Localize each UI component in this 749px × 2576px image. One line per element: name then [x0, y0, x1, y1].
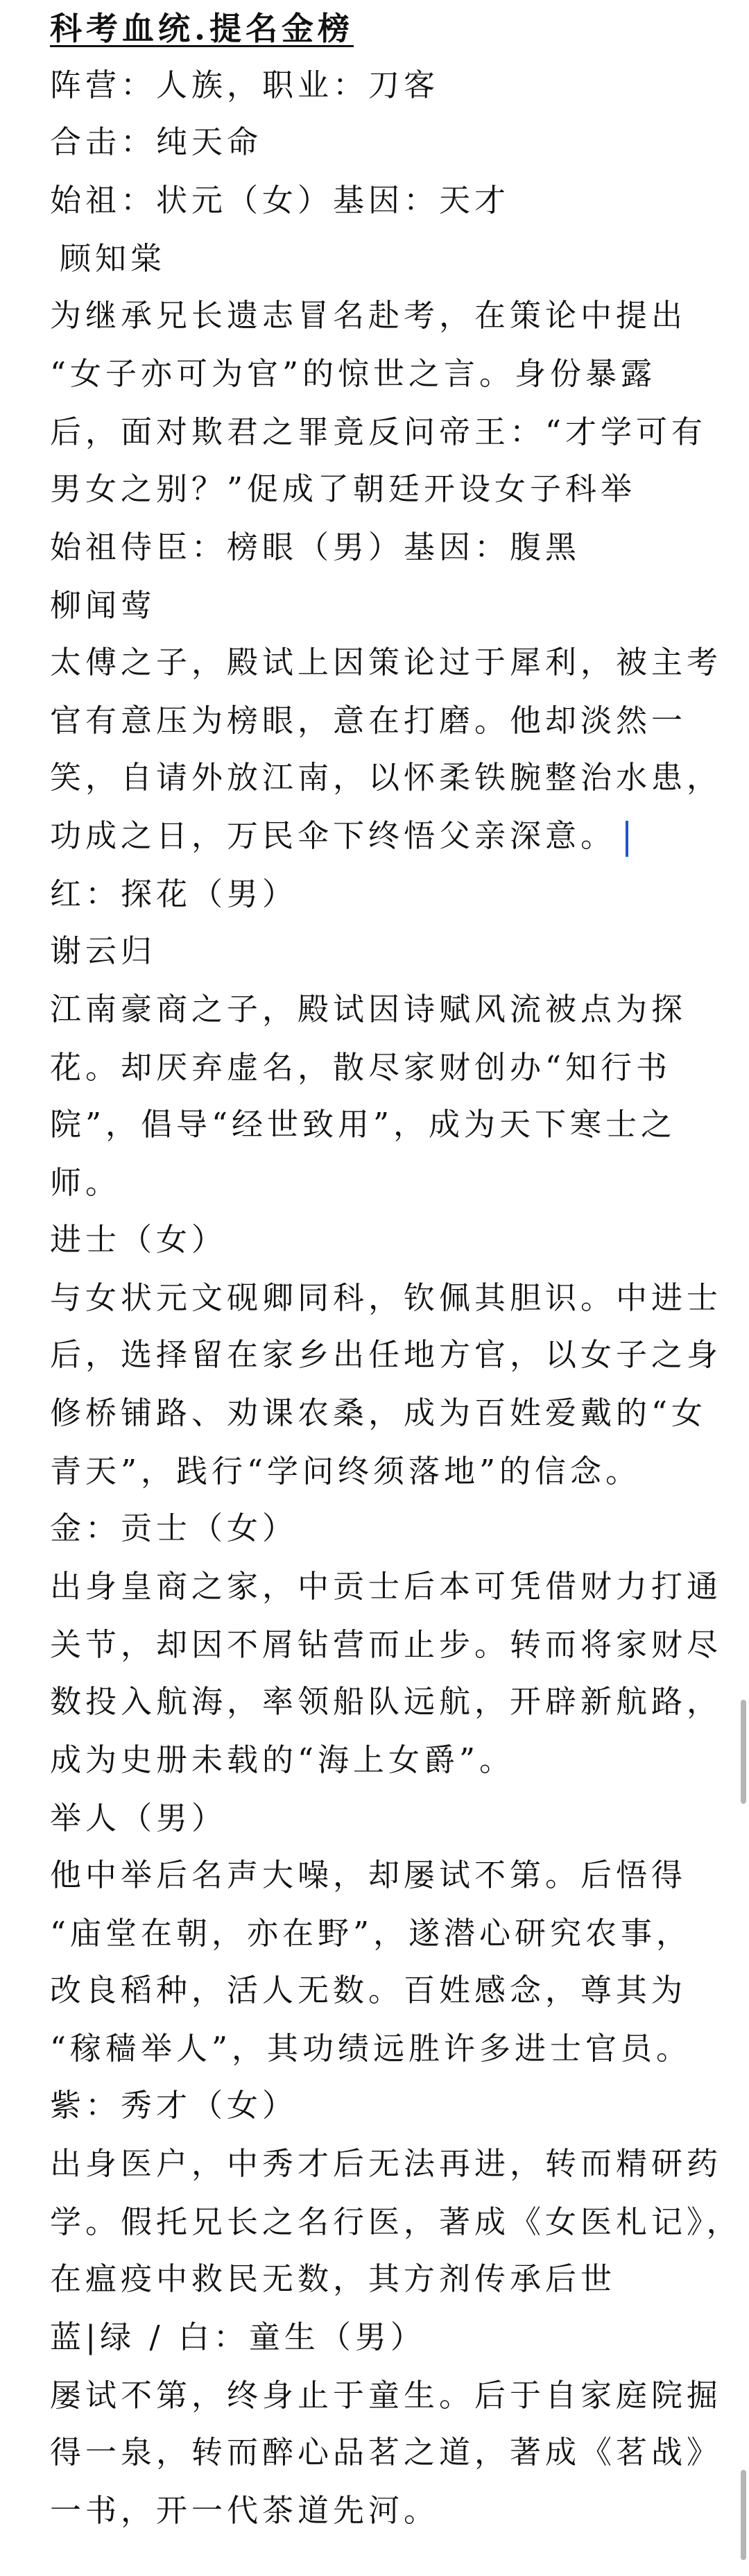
- scrollbar-thumb[interactable]: [741, 1700, 746, 1804]
- text-line: 院”，倡导“经世致用”，成为天下寒士之: [50, 1106, 677, 1143]
- text-line: 学。假托兄长之名行医，著成《女医札记》，: [50, 2203, 742, 2240]
- scrollbar-thumb-secondary[interactable]: [741, 2470, 746, 2560]
- text-line: “女子亦可为官”的惊世之言。身份暴露: [50, 355, 657, 392]
- text-line: 花。却厌弃虚名，散尽家财创办“知行书: [50, 1049, 672, 1086]
- rank-heading: 红：探花（男）: [50, 876, 298, 912]
- text-line: 后，面对欺君之罪竟反问帝王：“才学可有: [50, 413, 707, 450]
- rank-heading: 举人（男）: [50, 1800, 227, 1836]
- rank-heading: 蓝|绿 / 白：童生（男）: [50, 2319, 426, 2355]
- text-line: 官有意压为榜眼，意在打磨。他却淡然一: [50, 702, 687, 739]
- character-name: 柳闻莺: [50, 587, 157, 624]
- character-name: 谢云归: [50, 932, 157, 969]
- text-line: 青天”，践行“学问终须落地”的信念。: [50, 1453, 642, 1490]
- text-line: 江南豪商之子，殿试因诗赋风流被点为探: [50, 991, 687, 1027]
- character-name: 顾知棠: [60, 240, 166, 277]
- text-line: 改良稻种，活人无数。百姓感念，尊其为: [50, 1972, 687, 2008]
- text-line: 屡试不第，终身止于童生。后于自家庭院掘: [50, 2377, 723, 2414]
- text-line: 男女之别？”促成了朝廷开设女子科举: [50, 470, 637, 507]
- text-line: 合击：纯天命: [50, 123, 263, 160]
- text-line: 一书，开一代茶道先河。: [50, 2492, 440, 2529]
- text-line: 师。: [50, 1164, 121, 1201]
- text-line: 他中举后名声大噪，却屡试不第。后悟得: [50, 1857, 687, 1893]
- text-line: 功成之日，万民伞下终悟父亲深意。: [50, 817, 617, 854]
- text-line: 始祖侍臣：榜眼（男）基因：腹黑: [50, 529, 581, 565]
- text-line: 太傅之子，殿试上因策论过于犀利，被主考: [50, 644, 723, 681]
- document-title: 科考血统.提名金榜: [50, 10, 354, 47]
- rank-heading: 进士（女）: [50, 1221, 227, 1258]
- text-line: 修桥铺路、劝课农桑，成为百姓爱戴的“女: [50, 1394, 707, 1431]
- rank-heading: 金：贡士（女）: [50, 1510, 298, 1546]
- text-line: 阵营：人族，职业：刀客: [50, 67, 440, 103]
- text-cursor: [626, 821, 628, 857]
- text-line: 为继承兄长遗志冒名赴考，在策论中提出: [50, 297, 687, 334]
- text-line: 在瘟疫中救民无数，其方剂传承后世: [50, 2260, 617, 2297]
- scrollbar[interactable]: [739, 0, 749, 2576]
- text-line: 成为史册未载的“海上女爵”。: [50, 1741, 515, 1778]
- text-line-with-caret: [50, 812, 716, 860]
- text-line: 始祖：状元（女）基因：天才: [50, 182, 510, 219]
- text-line: 出身医户，中秀才后无法再进，转而精研药: [50, 2145, 723, 2182]
- text-line: 得一泉，转而醉心品茗之道，著成《茗战》: [50, 2434, 723, 2471]
- text-line: “稼穑举人”，其功绩远胜许多进士官员。: [50, 2030, 692, 2067]
- text-line: 笑，自请外放江南，以怀柔铁腕整治水患，: [50, 759, 723, 796]
- text-line: 后，选择留在家乡出任地方官，以女子之身: [50, 1336, 723, 1373]
- text-line: “庙堂在朝，亦在野”，遂潜心研究农事，: [50, 1915, 692, 1952]
- text-line: 关节，却因不屑钻营而止步。转而将家财尽: [50, 1626, 723, 1663]
- text-line: 数投入航海，率领船队远航，开辟新航路，: [50, 1683, 723, 1720]
- text-line: 与女状元文砚卿同科，钦佩其胆识。中进士: [50, 1279, 723, 1316]
- text-line: 出身皇商之家，中贡士后本可凭借财力打通: [50, 1568, 723, 1605]
- rank-heading: 紫：秀才（女）: [50, 2087, 298, 2124]
